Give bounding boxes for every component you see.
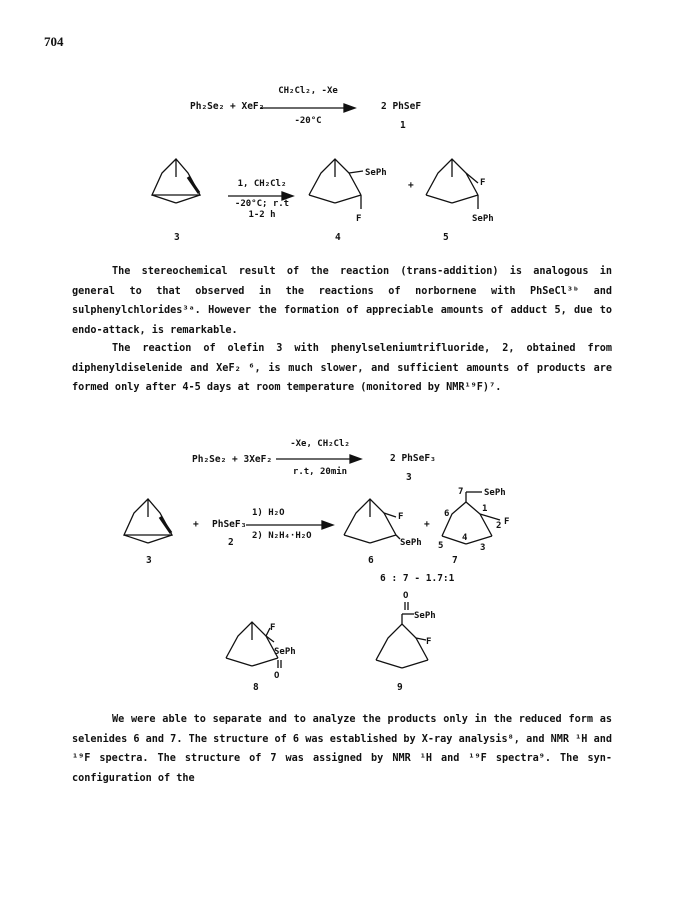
label-4: 4 — [335, 232, 341, 243]
adduct-5-seph: SePh — [472, 214, 494, 224]
scheme4-plus-2: + — [424, 519, 430, 530]
pos-6: 6 — [444, 509, 450, 519]
selenoxide-9-f: F — [426, 637, 432, 647]
scheme4-arrow — [246, 521, 338, 529]
label-9: 9 — [397, 682, 403, 693]
paragraph-1: The stereochemical result of the reaction (trans-addition) is analogous in general to that observed in the reactions of norbornene with PhSeCl³ᵇ and sulphenylchlorides³ᵃ. However the formation of appreciable amounts of adduct 5, due to endo-attack, is remarkable. — [72, 266, 612, 336]
label-7: 7 — [452, 555, 458, 566]
selenoxide-8-o: O — [274, 671, 280, 681]
scheme3-product: 2 PhSeF₃ — [390, 453, 436, 464]
label-5: 5 — [443, 232, 449, 243]
norbornene-3-structure — [148, 155, 208, 215]
scheme1-conditions-bottom: -20°C — [294, 116, 322, 126]
pos-5: 5 — [438, 541, 444, 551]
scheme1-conditions-top: CH₂Cl₂, -Xe — [278, 86, 338, 96]
selenide-6-structure — [340, 495, 430, 560]
scheme4-plus-1: + — [193, 519, 199, 530]
product-ratio: 6 : 7 - 1.7:1 — [380, 573, 455, 584]
selenoxide-9-o: O — [403, 591, 409, 601]
scheme1-product: 2 PhSeF — [381, 101, 422, 112]
scheme1-reactants: Ph₂Se₂ + XeF₂ — [190, 101, 265, 112]
selenide-6-seph: SePh — [400, 538, 422, 548]
scheme3-conditions-bottom: r.t, 20min — [292, 467, 348, 477]
scheme3-reactants: Ph₂Se₂ + 3XeF₂ — [192, 454, 273, 465]
adduct-4-structure — [305, 155, 395, 235]
label-8: 8 — [253, 682, 259, 693]
scheme4-reagent: PhSeF₃ — [212, 519, 247, 530]
selenide-7-seph: SePh — [484, 488, 506, 498]
adduct-5-f: F — [480, 178, 486, 188]
label-3b: 3 — [146, 555, 152, 566]
selenide-6-f: F — [398, 512, 404, 522]
adduct-4-f: F — [356, 214, 362, 224]
adduct-5-structure — [422, 155, 512, 235]
scheme1-product-number: 1 — [400, 120, 406, 131]
page-number: 704 — [44, 34, 64, 49]
selenoxide-8-structure — [222, 618, 312, 693]
scheme4-conditions-2: 2) N₂H₄·H₂O — [252, 531, 312, 541]
selenoxide-9-seph: SePh — [414, 611, 436, 621]
adduct-4-seph: SePh — [365, 168, 387, 178]
pos-1: 1 — [482, 504, 488, 514]
scheme3-conditions-top: -Xe, CH₂Cl₂ — [290, 439, 350, 449]
scheme2-conditions-3: 1-2 h — [248, 210, 276, 220]
label-3: 3 — [174, 232, 180, 243]
selenoxide-8-seph: SePh — [274, 647, 296, 657]
pos-2: 2 — [496, 521, 502, 531]
scheme3-product-number: 3 — [406, 472, 412, 483]
scheme2-conditions-2: -20°C; r.t — [234, 199, 290, 209]
scheme3-arrow — [276, 455, 366, 463]
scheme1-arrow — [260, 104, 360, 112]
norbornene-3-structure-b — [120, 495, 180, 555]
scheme4-conditions-1: 1) H₂O — [252, 508, 285, 518]
scheme2-conditions-1: 1, CH₂Cl₂ — [237, 179, 287, 189]
scheme2-plus: + — [408, 180, 414, 191]
selenoxide-8-f: F — [270, 623, 276, 633]
pos-7: 7 — [458, 487, 464, 497]
paragraph-2: The reaction of olefin 3 with phenylseleniumtrifluoride, 2, obtained from diphenyldiselenide and XeF₂ ⁶, is much slower, and sufficient amounts of products are formed only after 4-5 days at room temperature (monitored by NMR¹⁹F)⁷. — [72, 343, 612, 393]
label-6: 6 — [368, 555, 374, 566]
pos-4: 4 — [462, 533, 468, 543]
selenoxide-9-structure — [372, 591, 462, 690]
paragraph-3: We were able to separate and to analyze the products only in the reduced form as selenides 6 and 7. The structure of 6 was established by X-ray analysis⁸, and NMR ¹H and ¹⁹F spectra. The structure of 7 was assigned by NMR ¹H and ¹⁹F spectra⁹. The syn-configuration of the — [72, 714, 612, 784]
selenide-7-f: F — [504, 517, 510, 527]
selenide-7-structure — [430, 484, 540, 564]
scheme4-reagent-number: 2 — [228, 537, 234, 548]
pos-3: 3 — [480, 543, 486, 553]
